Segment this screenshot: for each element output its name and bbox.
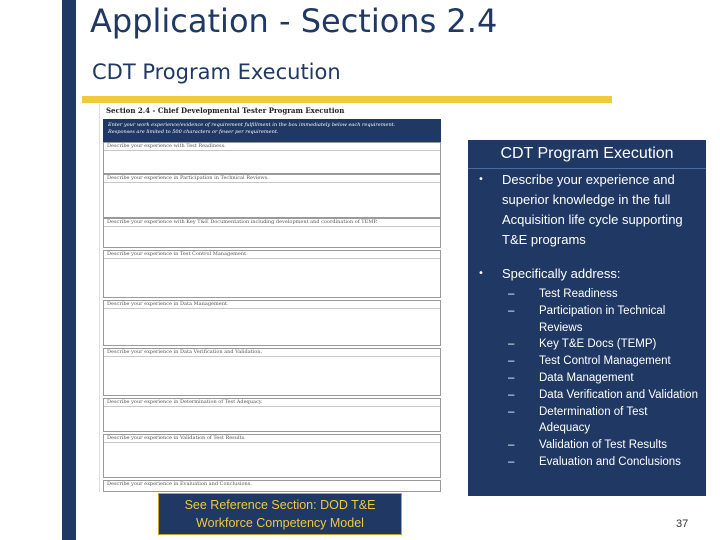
dash-icon: –	[508, 388, 515, 401]
form-instructions-line2: Responses are limited to 500 characters or fewer per requirement.	[108, 129, 279, 135]
form-heading: Section 2.4 - Chief Developmental Tester Program Execution	[106, 106, 345, 115]
form-field[interactable]	[103, 480, 441, 492]
dash-icon: –	[508, 371, 515, 384]
list-item	[508, 387, 698, 404]
list-item-label: Validation of Test Results	[539, 439, 668, 452]
list-item-label: Test Control Management	[539, 355, 671, 368]
form-field[interactable]	[103, 434, 441, 478]
requirements-list	[508, 286, 698, 471]
form-instructions	[103, 119, 441, 143]
dash-icon: –	[508, 455, 515, 468]
list-item-label: Test Readiness	[539, 288, 618, 300]
dash-icon: –	[508, 288, 515, 300]
form-field-label: Describe your experience in Participation in Technical Reviews.	[107, 175, 269, 181]
form-instructions-line1: Enter your work experience/evidence of requirement fulfillment in the box immediately below each requirement.	[108, 122, 396, 128]
form-field-label: Describe your experience in Data Verification and Validation.	[107, 349, 263, 355]
title-divider	[82, 96, 612, 103]
dash-icon: –	[508, 338, 515, 351]
dash-icon: –	[508, 355, 515, 368]
slide-title: Application - Sections 2.4	[90, 2, 498, 40]
left-accent-bar	[62, 0, 76, 540]
callout-divider	[468, 168, 706, 169]
list-item	[508, 336, 698, 353]
dash-icon: –	[508, 439, 515, 452]
list-item-label: Participation in Technical Reviews	[539, 304, 666, 334]
form-field-label: Describe your experience with Key T&E Documentation including development and coordination of TEMP.	[107, 219, 378, 225]
page-number: 37	[676, 518, 689, 530]
list-item-label: Evaluation and Conclusions	[539, 455, 681, 468]
list-item	[508, 454, 698, 471]
cdt-callout-box	[468, 140, 706, 496]
dash-icon: –	[508, 405, 515, 418]
callout-title: CDT Program Execution	[500, 145, 674, 162]
list-item	[508, 370, 698, 387]
form-field[interactable]	[103, 398, 441, 432]
list-item	[508, 353, 698, 370]
list-item	[508, 437, 698, 454]
list-item-label: Determination of Test Adequacy	[539, 405, 648, 435]
list-item-label: Key T&E Docs (TEMP)	[539, 338, 657, 351]
form-field-label: Describe your experience with Test Readiness.	[107, 143, 226, 149]
reference-line-1: See Reference Section: DOD T&E	[184, 498, 376, 512]
form-screenshot	[99, 104, 444, 492]
form-field[interactable]	[103, 348, 441, 396]
bullet-icon: •	[478, 174, 484, 185]
slide-subtitle: CDT Program Execution	[92, 60, 341, 84]
form-field-label: Describe your experience in Evaluation and Conclusions.	[107, 481, 252, 487]
form-field[interactable]	[103, 142, 441, 174]
list-item	[508, 404, 698, 438]
form-field-label: Describe your experience in Validation of Test Results.	[107, 435, 246, 441]
form-field[interactable]	[103, 174, 441, 218]
list-item	[508, 303, 698, 337]
callout-bullet-2: Specifically address:	[502, 266, 621, 281]
form-field[interactable]	[103, 218, 441, 248]
bullet-icon: •	[478, 268, 484, 279]
dash-icon: –	[508, 304, 515, 317]
form-field-label: Describe your experience in Test Control Management.	[107, 251, 248, 257]
reference-note	[158, 493, 402, 535]
reference-line-2: Workforce Competency Model	[196, 516, 364, 530]
form-field-label: Describe your experience in Determination of Test Adequacy.	[107, 399, 263, 405]
list-item-label: Data Management	[539, 371, 634, 384]
list-item-label: Data Verification and Validation	[539, 388, 698, 401]
form-field[interactable]	[103, 250, 441, 298]
callout-bullet-1: Describe your experience and superior knowledge in the full Acquisition life cycle supporting T&E programs	[502, 172, 683, 247]
list-item	[508, 286, 698, 303]
form-field[interactable]	[103, 300, 441, 346]
form-field-label: Describe your experience in Data Management.	[107, 301, 229, 307]
